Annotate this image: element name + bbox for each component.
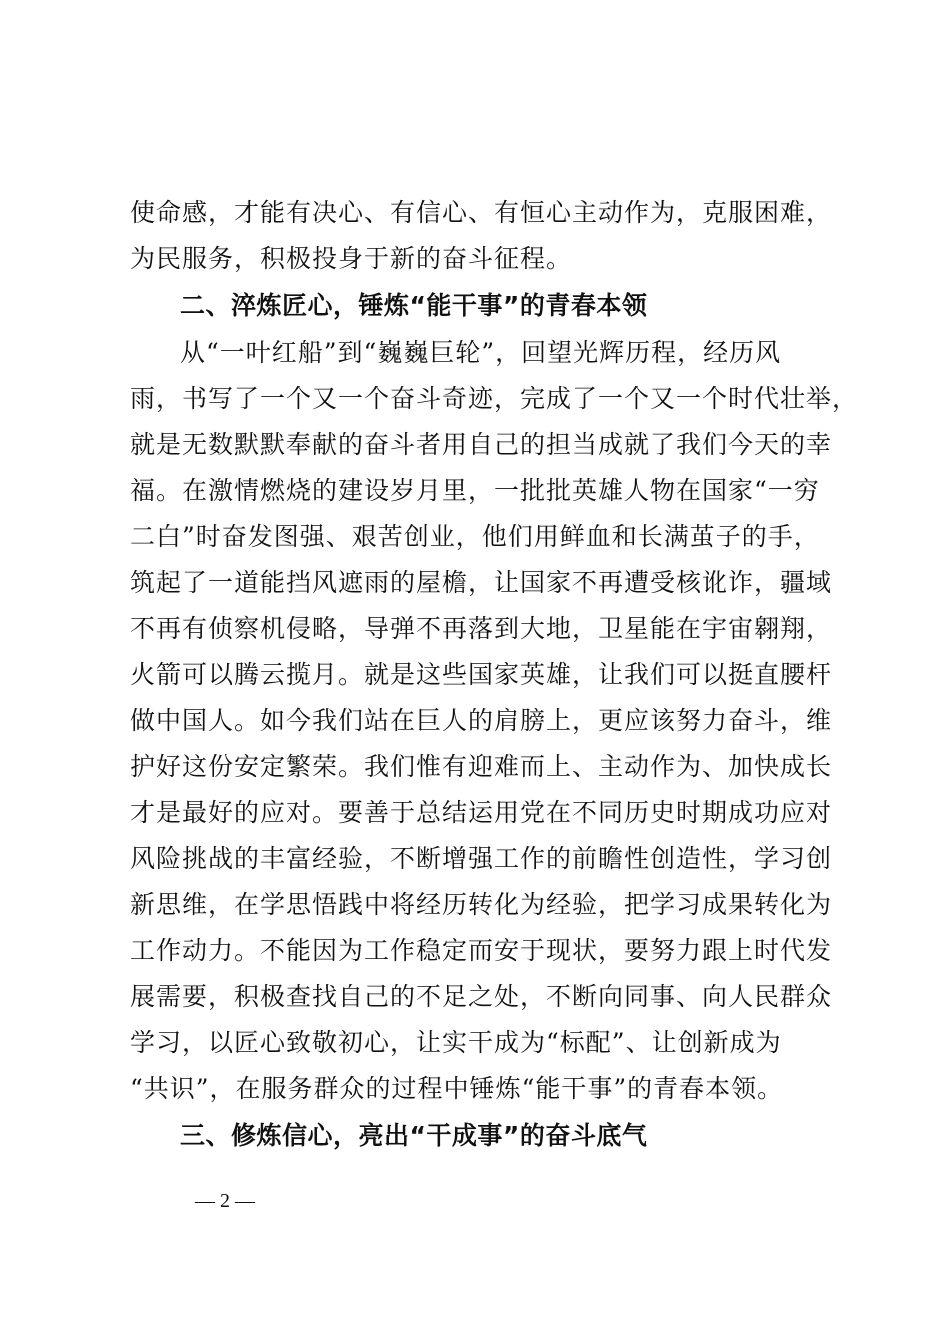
- paragraph-line: 做中国人。如今我们站在巨人的肩膀上，更应该努力奋斗，维: [130, 706, 833, 735]
- section-heading-three: 三、修炼信心，亮出“干成事”的奋斗底气: [180, 1121, 648, 1150]
- paragraph-line: 新思维，在学思悟践中将经历转化为经验，把学习成果转化为: [130, 890, 833, 919]
- paragraph-line: 护好这份安定繁荣。我们惟有迎难而上、主动作为、加快成长: [130, 752, 833, 781]
- paragraph-line: 筑起了一道能挡风遮雨的屋檐，让国家不再遭受核讹诈，疆域: [130, 568, 833, 597]
- paragraph-line: 就是无数默默奉献的奋斗者用自己的担当成就了我们今天的幸: [130, 430, 833, 459]
- paragraph-line: 才是最好的应对。要善于总结运用党在不同历史时期成功应对: [130, 798, 833, 827]
- paragraph-line: 风险挑战的丰富经验，不断增强工作的前瞻性创造性，学习创: [130, 844, 833, 873]
- paragraph-line: 从“一叶红船”到“巍巍巨轮”，回望光辉历程，经历风: [180, 338, 782, 367]
- paragraph-line: 使命感，才能有决心、有信心、有恒心主动作为，克服困难，: [130, 198, 833, 227]
- paragraph-line: 展需要，积极查找自己的不足之处，不断向同事、向人民群众: [130, 982, 833, 1011]
- paragraph-line: 不再有侦察机侵略，导弹不再落到大地，卫星能在宇宙翱翔，: [130, 614, 833, 643]
- section-heading-two: 二、淬炼匠心，锤炼“能干事”的青春本领: [180, 291, 648, 320]
- paragraph-line: 为民服务，积极投身于新的奋斗征程。: [130, 244, 573, 273]
- paragraph-line: 福。在激情燃烧的建设岁月里，一批批英雄人物在国家“一穷: [130, 476, 820, 505]
- paragraph-line: 二白”时奋发图强、艰苦创业，他们用鲜血和长满茧子的手，: [130, 522, 820, 551]
- page-number: — 2 —: [195, 1190, 255, 1212]
- paragraph-line: 工作动力。不能因为工作稳定而安于现状，要努力跟上时代发: [130, 936, 833, 965]
- paragraph-line: 学习，以匠心致敬初心，让实干成为“标配”、让创新成为: [130, 1028, 782, 1057]
- paragraph-line: “共识”，在服务群众的过程中锤炼“能干事”的青春本领。: [130, 1074, 784, 1103]
- paragraph-line: 火箭可以腾云揽月。就是这些国家英雄，让我们可以挺直腰杆: [130, 660, 833, 689]
- paragraph-line: 雨，书写了一个又一个奋斗奇迹，完成了一个又一个时代壮举，: [130, 384, 859, 413]
